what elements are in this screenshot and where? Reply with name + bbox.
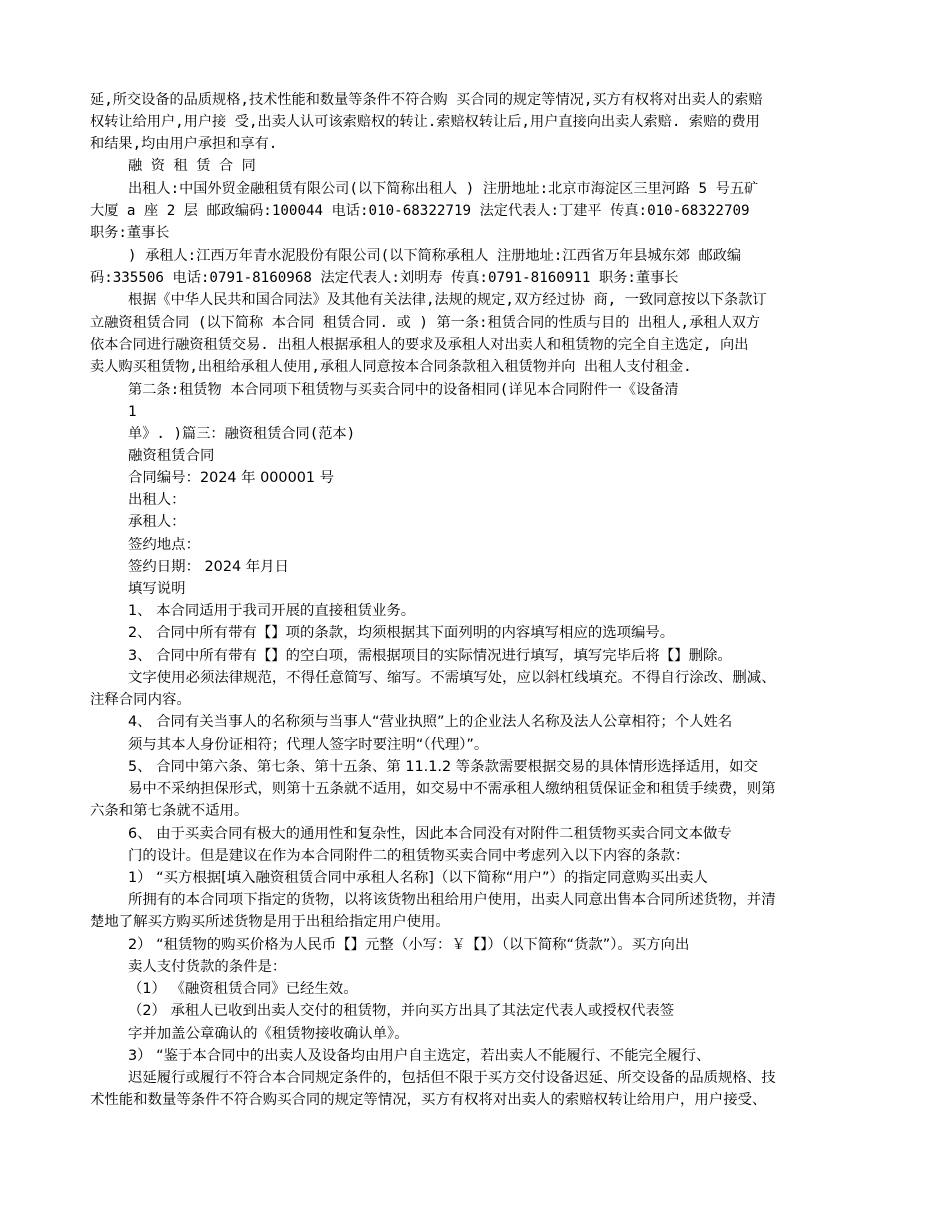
page-number: 1 <box>128 404 137 420</box>
text-line: 出租人:中国外贸金融租赁有限公司(以下简称出租人 ) 注册地址:北京市海淀区三里河路 5 号五矿 <box>128 181 759 197</box>
text-line: ) 承租人:江西万年青水泥股份有限公司(以下简称承租人 注册地址:江西省万年县城东郊 邮政编 <box>128 248 742 264</box>
text-line: 注释合同内容。 <box>90 692 191 708</box>
text-line: 依本合同进行融资租赁交易. 出租人根据承租人的要求及承租人对出卖人和租赁物的完全自主选定, 向出 <box>90 337 749 353</box>
instruction-item: 1、 本合同适用于我司开展的直接租赁业务。 <box>128 603 416 619</box>
text-line: 职务:董事长 <box>90 225 170 241</box>
signing-date-field: 签约日期： 2024 年月日 <box>128 559 289 575</box>
text-line: 文字使用必须法律规范，不得任意简写、缩写。不需填写处，应以斜杠线填充。不得自行涂改、删减、 <box>128 670 776 686</box>
instruction-item: 4、 合同有关当事人的名称须与当事人“营业执照”上的企业法人名称及法人公章相符；个人姓名 <box>128 714 733 730</box>
text-line: 所拥有的本合同项下指定的货物，以将该货物出租给用户使用，出卖人同意出售本合同所述货物，并清 <box>128 892 776 908</box>
instruction-item: 3、 合同中所有带有【】的空白项，需根据项目的实际情况进行填写，填写完毕后将【】删除。 <box>128 648 732 664</box>
section-title: 融 资 租 赁 合 同 <box>128 158 256 174</box>
text-line: 码:335506 电话:0791-8160968 法定代表人:刘明寿 传真:0791-8160911 职务:董事长 <box>90 270 679 286</box>
sub-clause-item: （2） 承租人已收到出卖人交付的租赁物，并向买方出具了其法定代表人或授权代表签 <box>128 1003 675 1019</box>
text-line: 和结果,均由用户承担和享有. <box>90 136 278 152</box>
clause-item: 3） “鉴于本合同中的出卖人及设备均由用户自主选定，若出卖人不能履行、不能完全履行、 <box>128 1048 711 1064</box>
text-line: 延,所交设备的品质规格,技术性能和数量等条件不符合购 买合同的规定等情况,买方有权将对出卖人的索赔 <box>90 92 763 108</box>
document-title: 融资租赁合同 <box>128 448 215 464</box>
text-line: 大厦 a 座 2 层 邮政编码:100044 电话:010-68322719 法定代表人:丁建平 传真:010-68322709 <box>90 203 750 219</box>
contract-number: 合同编号：2024 年 000001 号 <box>128 470 335 486</box>
text-line: 权转让给用户,用户接 受,出卖人认可该索赔权的转让.索赔权转让后,用户直接向出卖人索赔. 索赔的费用 <box>90 114 760 130</box>
text-line: 卖人支付货款的条件是： <box>128 959 287 975</box>
lessee-field: 承租人： <box>128 514 186 530</box>
section-heading: 填写说明 <box>128 581 186 597</box>
text-line: 第二条:租赁物 本合同项下租赁物与买卖合同中的设备相同(详见本合同附件一《设备清 <box>128 382 679 398</box>
text-line: 根据《中华人民共和国合同法》及其他有关法律,法规的规定,双方经过协 商, 一致同意按以下条款订 <box>128 292 767 308</box>
text-line: 单》. )篇三：融资租赁合同(范本) <box>128 426 356 442</box>
text-line: 楚地了解买方购买所述货物是用于出租给指定用户使用。 <box>90 914 450 930</box>
text-line: 六条和第七条就不适用。 <box>90 803 249 819</box>
instruction-item: 2、 合同中所有带有【】项的条款，均须根据其下面列明的内容填写相应的选项编号。 <box>128 625 675 641</box>
text-line: 易中不采纳担保形式，则第十五条就不适用，如交易中不需承租人缴纳租赁保证金和租赁手续费，则第 <box>128 781 776 797</box>
instruction-item: 6、 由于买卖合同有极大的通用性和复杂性，因此本合同没有对附件二租赁物买卖合同文本做专 <box>128 826 732 842</box>
text-line: 门的设计。但是建议在作为本合同附件二的租赁物买卖合同中考虑列入以下内容的条款： <box>128 848 690 864</box>
clause-item: 1） “买方根据[填入融资租赁合同中承租人名称]（以下简称“用户”）的指定同意购买出卖人 <box>128 870 708 886</box>
sub-clause-item: （1） 《融资租赁合同》已经生效。 <box>128 981 358 997</box>
text-line: 立融资租赁合同 (以下简称 本合同 租赁合同. 或 ) 第一条:租赁合同的性质与目的 出租人,承租人双方 <box>90 315 761 331</box>
text-line: 卖人购买租赁物,出租给承租人使用,承租人同意按本合同条款租入租赁物并向 出租人支付租金. <box>90 359 692 375</box>
text-line: 术性能和数量等条件不符合购买合同的规定等情况，买方有权将对出卖人的索赔权转让给用户，用户接受、 <box>90 1092 767 1108</box>
text-line: 迟延履行或履行不符合本合同规定条件的，包括但不限于买方交付设备迟延、所交设备的品质规格、技 <box>128 1070 776 1086</box>
clause-item: 2） “租赁物的购买价格为人民币【】元整（小写：￥【】）（以下简称“货款”）。买方向出 <box>128 937 690 953</box>
text-line: 须与其本人身份证相符；代理人签字时要注明“（代理）”。 <box>128 737 489 753</box>
instruction-item: 5、 合同中第六条、第七条、第十五条、第 11.1.2 等条款需要根据交易的具体情形选择适用，如交 <box>128 759 758 775</box>
text-line: 字并加盖公章确认的《租赁物接收确认单》。 <box>128 1026 409 1042</box>
signing-place-field: 签约地点： <box>128 537 200 553</box>
lessor-field: 出租人： <box>128 492 186 508</box>
